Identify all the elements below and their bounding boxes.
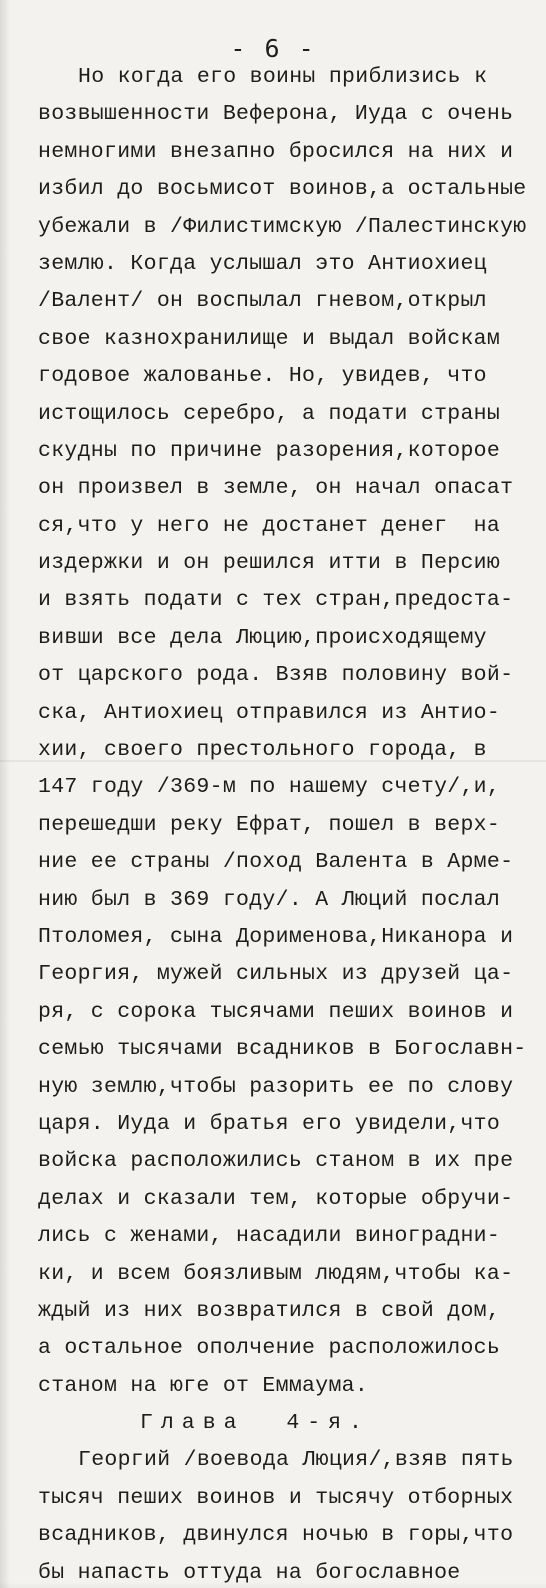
text-line: нию был в 369 году/. А Люций послал [38,887,501,912]
text-line: ние ее страны /поход Валента в Арме- [38,850,514,875]
text-line: войска расположились станом в их пре [38,1149,514,1174]
chapter-heading: Глава 4-я. [140,1411,370,1436]
text-line: лись с женами, насадили виноградни- [38,1224,501,1249]
text-line: немногими внезапно бросился на них и [38,139,514,164]
text-line: ную землю,чтобы разорить ее по слову [38,1074,514,1099]
text-line: землю. Когда услышал это Антиохиец [38,251,487,276]
text-line: Георгий /воевода Люция/,взяв пять [78,1448,514,1473]
text-line: ска, Антиохиец отправился из Антио- [38,700,501,725]
text-line: царя. Иуда и братья его увидели,что [38,1111,501,1136]
text-line: вивши все дела Люцию,происходящему [38,625,487,650]
text-line: 147 году /369-м по нашему счету/,и, [38,775,501,800]
text-line: семью тысячами всадников в Богославн- [38,1037,527,1062]
text-line: Георгия, мужей сильных из друзей ца- [38,962,514,987]
typewritten-text [38,59,536,1588]
text-line: он произвел в земле, он начал опасат [38,476,514,501]
text-line: бы напасть оттуда на богославное [38,1560,461,1585]
text-line: Но когда его воины приблизись к [78,65,488,89]
text-line: ки, и всем боязливым людям,чтобы ка- [38,1261,514,1286]
text-line: Птоломея, сына Дорименова,Никанора и [38,924,514,949]
text-line: скудны по причине разорения,которое [38,438,501,463]
text-line: хии, своего престольного города, в [38,738,487,763]
text-line: тысяч пеших воинов и тысячу отборных [38,1485,514,1510]
text-line: станом на юге от Еммаума. [38,1373,369,1398]
text-line: годовое жалованье. Но, увидев, что [38,364,487,389]
text-line: и взять подати с тех стран,предоста- [38,588,514,613]
text-line: ждый из них возвратился в свой дом, [38,1298,501,1323]
text-line: ся,что у него не достанет денег на [38,513,501,538]
text-line: всадников, двинулся ночью в горы,что [38,1523,514,1548]
text-line: свое казнохранилище и выдал войскам [38,326,501,351]
text-line: ря, с сорока тысячами пеших воинов и [38,999,514,1024]
text-line: делах и сказали тем, которые обручи- [38,1186,514,1211]
text-line: /Валент/ он воспылал гневом,открыл [38,289,487,314]
text-line: от царского рода. Взяв половину вой- [38,663,514,688]
text-line: избил до восьмисот воинов,а остальные [38,177,527,202]
text-line: истощилось серебро, а подати страны [38,401,501,426]
text-line: издержки и он решился итти в Персию [38,551,501,576]
text-line: перешедши реку Ефрат, пошел в верх- [38,812,501,837]
text-line: убежали в /Филистимскую /Палестинскую [38,214,527,239]
text-line: а остальное ополчение расположилось [38,1336,501,1361]
text-line: возвышенности Веферона, Иуда с очень [38,102,514,127]
page-number: - 6 - [230,34,316,63]
